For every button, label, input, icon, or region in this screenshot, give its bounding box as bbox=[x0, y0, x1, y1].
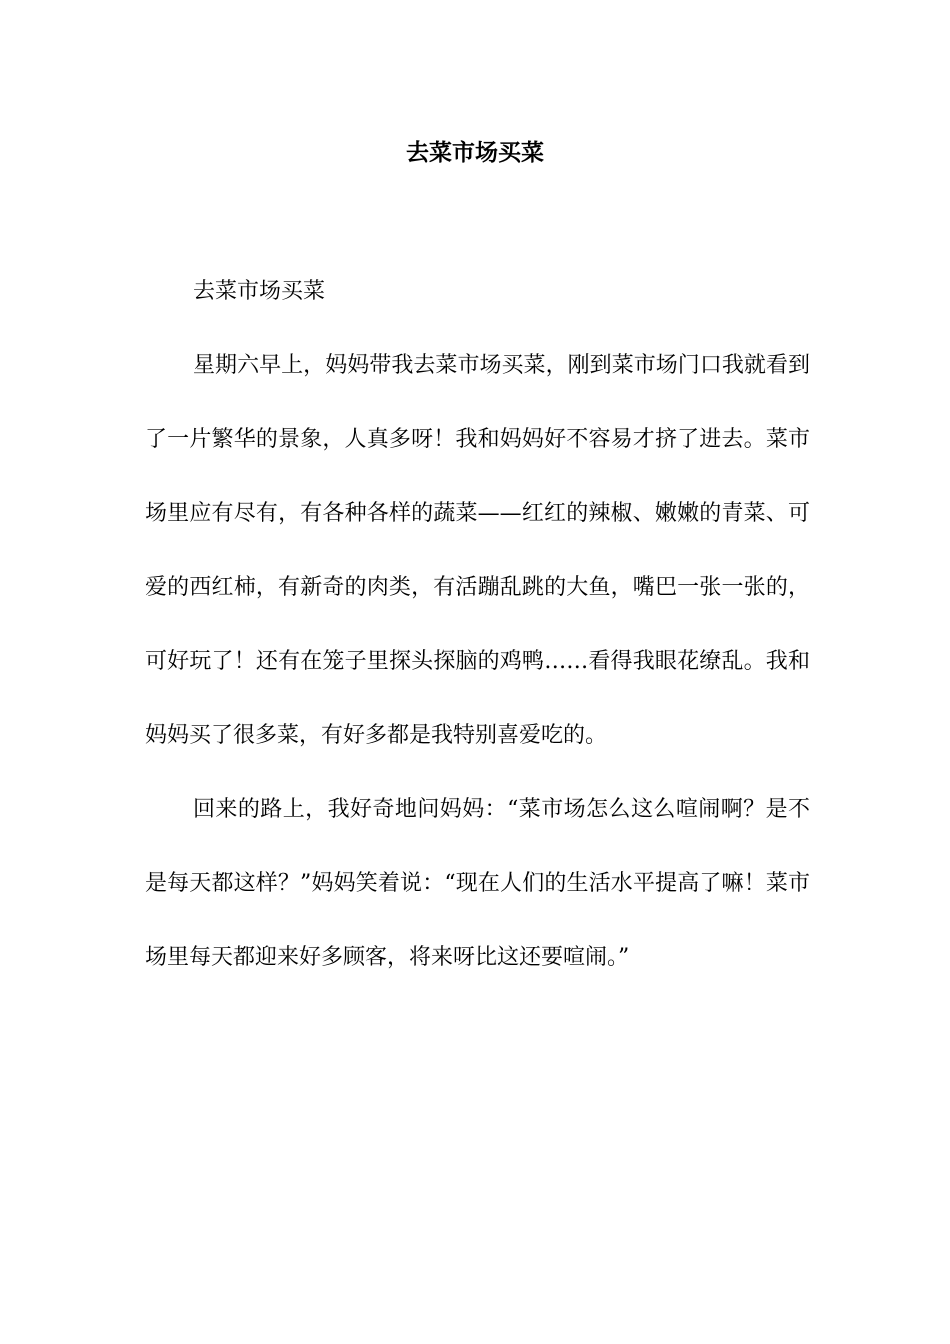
paragraph-way-home: 回来的路上，我好奇地问妈妈：“菜市场怎么这么喧闹啊？是不是每天都这样？”妈妈笑着说：“现在人们的生活水平提高了嘛！菜市场里每天都迎来好多顾客，将来呀比这还要喧闹。” bbox=[145, 797, 810, 970]
paragraph-subtitle: 去菜市场买菜 bbox=[193, 279, 326, 304]
document-body bbox=[145, 255, 810, 995]
document-title: 去菜市场买菜 bbox=[406, 139, 544, 166]
paragraph-market-visit: 星期六早上，妈妈带我去菜市场买菜，刚到菜市场门口我就看到了一片繁华的景象，人真多呀！我和妈妈好不容易才挤了进去。菜市场里应有尽有，有各种各样的蔬菜——红红的辣椒、嫩嫩的青菜、可爱的西红柿，有新奇的肉类，有活蹦乱跳的大鱼，嘴巴一张一张的，可好玩了！还有在笼子里探头探脑的鸡鸭……看得我眼花缭乱。我和妈妈买了很多菜，有好多都是我特别喜爱吃的。 bbox=[145, 353, 810, 748]
